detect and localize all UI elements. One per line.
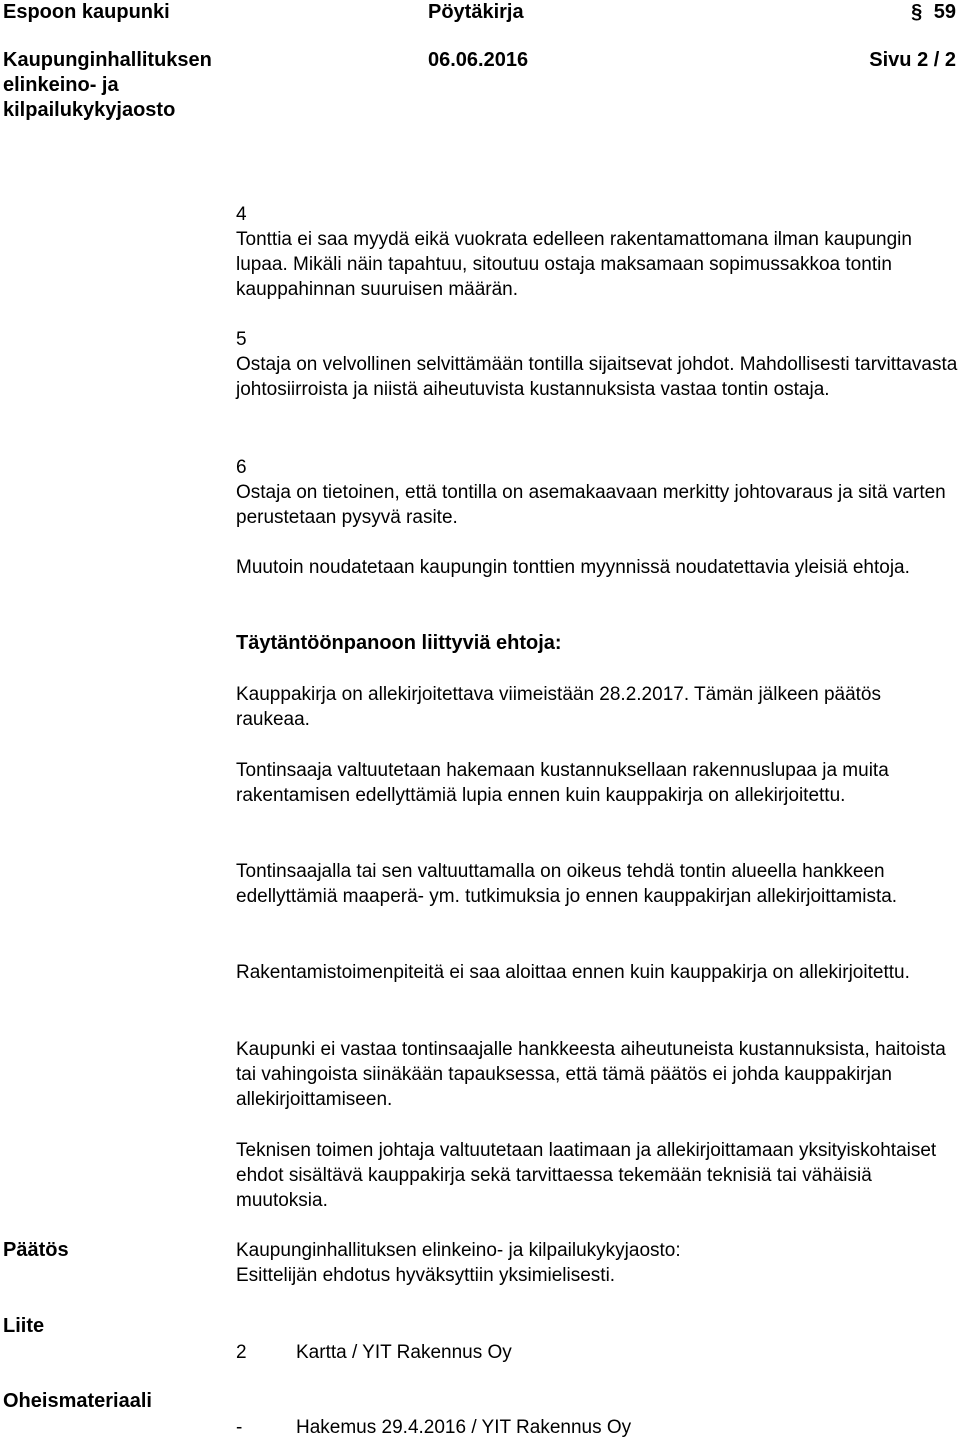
condition-2: [236, 758, 960, 808]
decision-line-1: Kaupunginhallituksen elinkeino- ja kilpailukykyjaosto:: [236, 1240, 681, 1261]
decision-line-2: Esittelijän ehdotus hyväksyttiin yksimielisesti.: [236, 1265, 616, 1286]
attachment-number: 2: [236, 1342, 247, 1363]
item-5-text: Ostaja on velvollinen selvittämään tontilla sijaitsevat johdot. Mahdollisesti tarvittavasta johtosiirroista ja niistä aiheutuvista kustannuksista vastaa tontin ostaja.: [236, 354, 958, 400]
supplementary-label: Oheismateriaali: [3, 1390, 152, 1412]
supplementary-text: Hakemus 29.4.2016 / YIT Rakennus Oy: [296, 1417, 632, 1438]
condition-1-text: Kauppakirja on allekirjoitettava viimeistään 28.2.2017. Tämän jälkeen päätös raukeaa.: [236, 684, 881, 730]
item-6-text: Ostaja on tietoinen, että tontilla on asemakaavaan merkitty johtovaraus ja sitä varten perustetaan pysyvä rasite.: [236, 482, 946, 528]
decision-text: [236, 1238, 960, 1288]
condition-3-text: Tontinsaajalla tai sen valtuuttamalla on oikeus tehdä tontin alueella hankkeen edellyttämiä maaperä- ym. tutkimuksia jo ennen kauppakirjan allekirjoittamista.: [236, 861, 898, 907]
condition-4-text: Rakentamistoimenpiteitä ei saa aloittaa ennen kuin kauppakirja on allekirjoitettu.: [236, 962, 910, 983]
condition-2-text: Tontinsaaja valtuutetaan hakemaan kustannuksellaan rakennuslupaa ja muita rakentamisen edellyttämiä lupia ennen kuin kauppakirja on allekirjoitettu.: [236, 760, 889, 806]
supplementary-item[interactable]: [236, 1415, 631, 1440]
page-indicator: Sivu 2 / 2: [869, 49, 956, 71]
condition-5: [236, 1037, 960, 1112]
item-4-number: 4: [236, 204, 247, 225]
attachment-item[interactable]: [236, 1340, 512, 1365]
meeting-body-line2: elinkeino- ja: [3, 74, 119, 96]
item-5-number: 5: [236, 329, 247, 350]
condition-6: [236, 1138, 960, 1213]
item-5: [236, 327, 960, 402]
org-name: Espoon kaupunki: [3, 1, 170, 23]
section-symbol: §: [911, 1, 923, 23]
section-number: [911, 0, 956, 25]
general-terms: [236, 555, 960, 580]
general-terms-text: Muutoin noudatetaan kaupungin tonttien myynnissä noudatettavia yleisiä ehtoja.: [236, 557, 910, 578]
section-value: 59: [933, 1, 956, 23]
meeting-body: [3, 48, 212, 123]
item-4: [236, 202, 960, 302]
condition-3: [236, 859, 960, 909]
attachment-label: Liite: [3, 1315, 45, 1337]
meeting-date: 06.06.2016: [428, 49, 529, 71]
attachment-text: Kartta / YIT Rakennus Oy: [296, 1342, 512, 1363]
meeting-body-line1: Kaupunginhallituksen: [3, 49, 212, 71]
supplementary-bullet: -: [236, 1417, 243, 1438]
meeting-body-line3: kilpailukykyjaosto: [3, 99, 176, 121]
item-6: [236, 455, 960, 530]
condition-1: [236, 682, 960, 732]
item-4-text: Tonttia ei saa myydä eikä vuokrata edelleen rakentamattomana ilman kaupungin lupaa. Mikäli näin tapahtuu, sitoutuu ostaja maksamaan sopimussakkoa tontin kauppahinnan suuruisen määrän.: [236, 229, 912, 300]
condition-6-text: Teknisen toimen johtaja valtuutetaan laatimaan ja allekirjoittamaan yksityiskohtaiset ehdot sisältävä kauppakirja sekä tarvittaessa tekemään teknisiä tai vähäisiä muutoksia.: [236, 1140, 937, 1211]
conditions-heading: Täytäntöönpanoon liittyviä ehtoja:: [236, 632, 562, 654]
condition-5-text: Kaupunki ei vastaa tontinsaajalle hankkeesta aiheutuneista kustannuksista, haitoista tai vahingoista siinäkään tapauksessa, että tämä päätös ei johda kauppakirjan allekirjoittamiseen.: [236, 1039, 946, 1110]
item-6-number: 6: [236, 457, 247, 478]
doc-type: Pöytäkirja: [428, 1, 524, 23]
condition-4: [236, 960, 960, 985]
decision-label: Päätös: [3, 1239, 69, 1261]
